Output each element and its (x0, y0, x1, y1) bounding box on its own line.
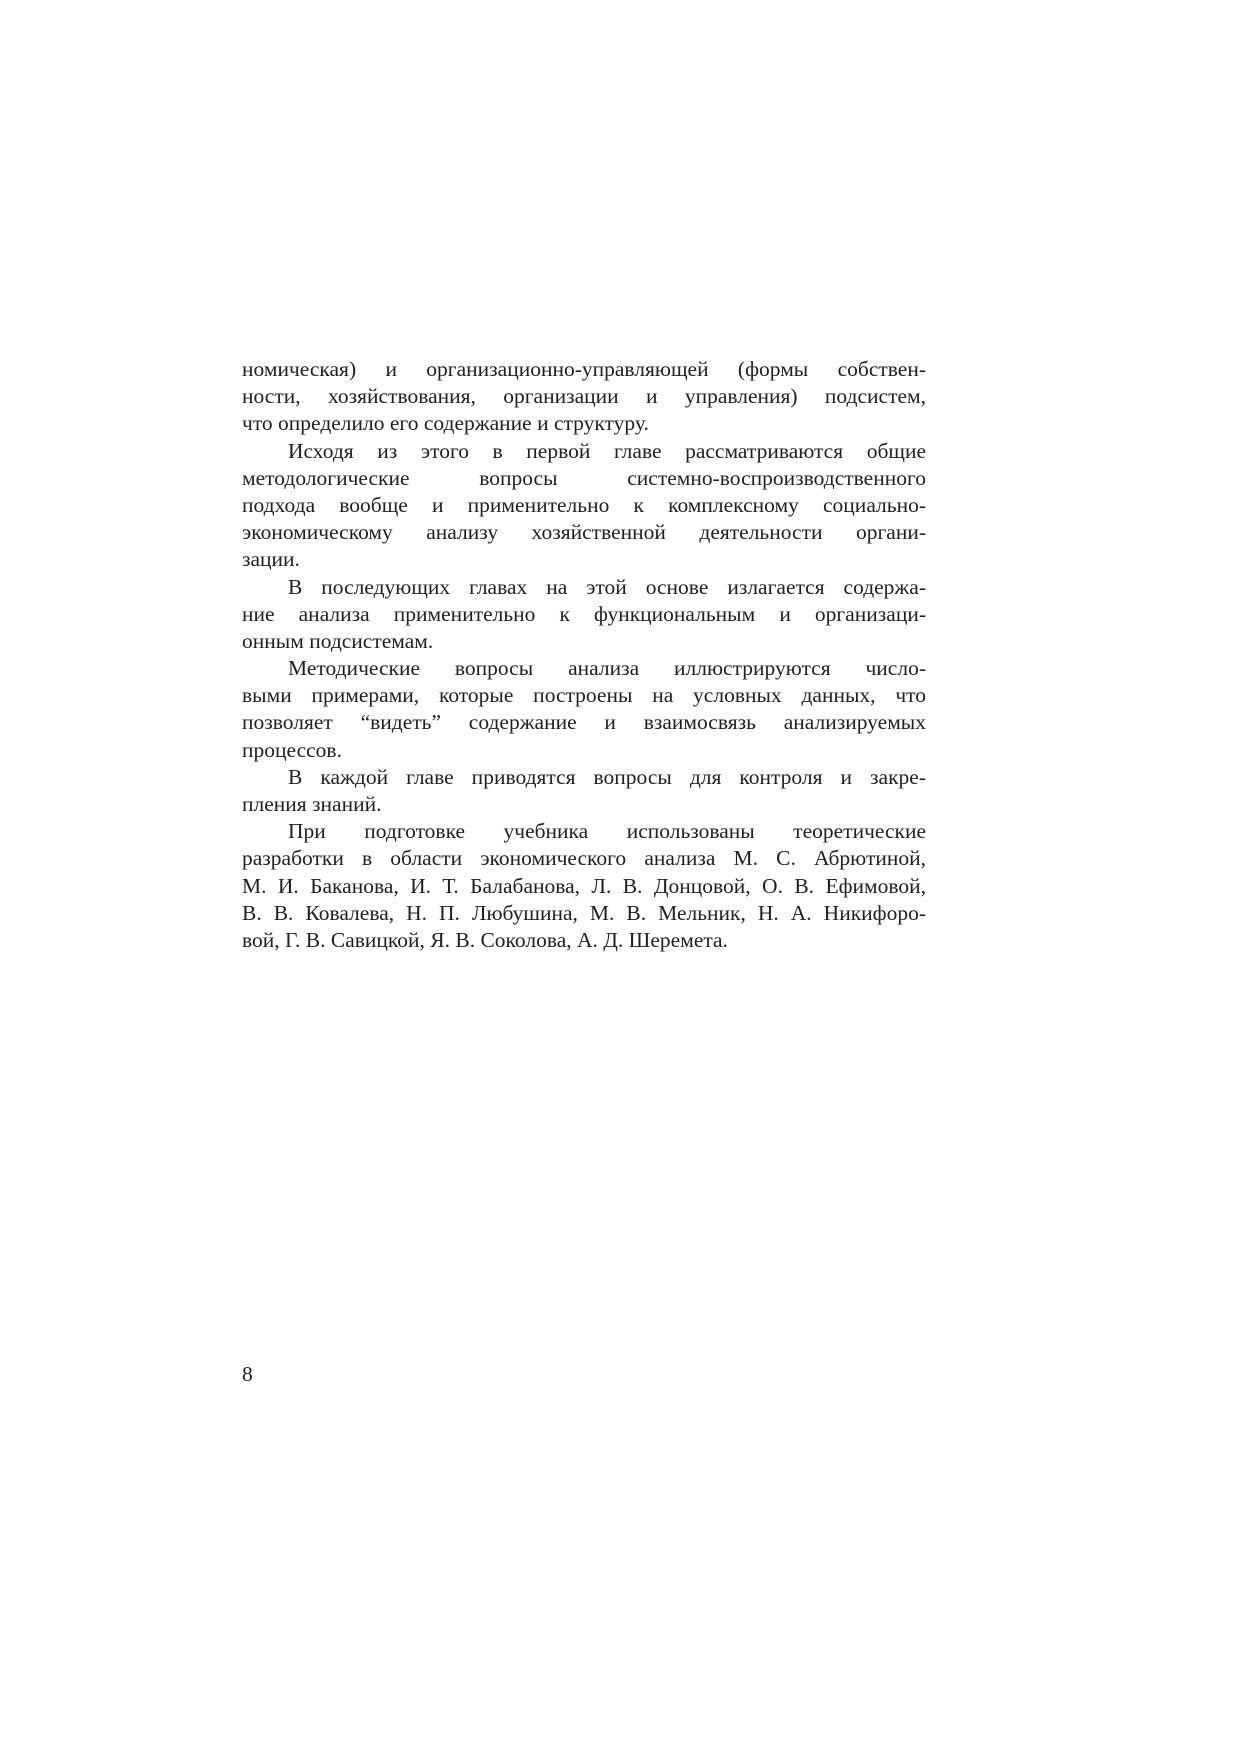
body-text (242, 356, 926, 954)
text-line: выми примерами, которые построены на условных данных, что (242, 683, 926, 708)
text-line: онным подсистемам. (242, 628, 434, 653)
text-line: что определило его содержание и структуру. (242, 411, 649, 436)
text-line: экономическому анализу хозяйственной деятельности органи- (242, 520, 926, 545)
page-number: 8 (242, 1362, 253, 1386)
text-line: Исходя из этого в первой главе рассматриваются общие (288, 438, 926, 463)
text-line: В каждой главе приводятся вопросы для контроля и закре- (288, 764, 926, 789)
text-line: пления знаний. (242, 792, 382, 816)
text-line: процессов. (242, 737, 342, 762)
text-line: позволяет “видеть” содержание и взаимосвязь анализируемых (242, 710, 926, 735)
text-line: вой, Г. В. Савицкой, Я. В. Соколова, А. Д. Шеремета. (242, 927, 728, 952)
text-line: При подготовке учебника использованы теоретические (288, 819, 926, 844)
text-line: подхода вообще и применительно к комплексному социально- (242, 492, 926, 517)
text-line: разработки в области экономического анализа М. С. Абрютиной, (242, 846, 926, 871)
text-line: ности, хозяйствования, организации и управления) подсистем, (242, 384, 926, 409)
text-line: В. В. Ковалева, Н. П. Любушина, М. В. Мельник, Н. А. Никифоро- (242, 900, 926, 925)
text-line: ние анализа применительно к функциональным и организаци- (242, 601, 926, 626)
text-line: В последующих главах на этой основе излагается содержа- (288, 574, 926, 599)
text-line: методологические вопросы системно-воспроизводственного (242, 465, 926, 490)
text-line: М. И. Баканова, И. Т. Балабанова, Л. В. Донцовой, О. В. Ефимовой, (242, 873, 926, 898)
text-line: Методические вопросы анализа иллюстрируются число- (288, 656, 926, 681)
text-line: зации. (242, 547, 300, 572)
text-line: номическая) и организационно-управляющей (формы собствен- (242, 357, 926, 381)
